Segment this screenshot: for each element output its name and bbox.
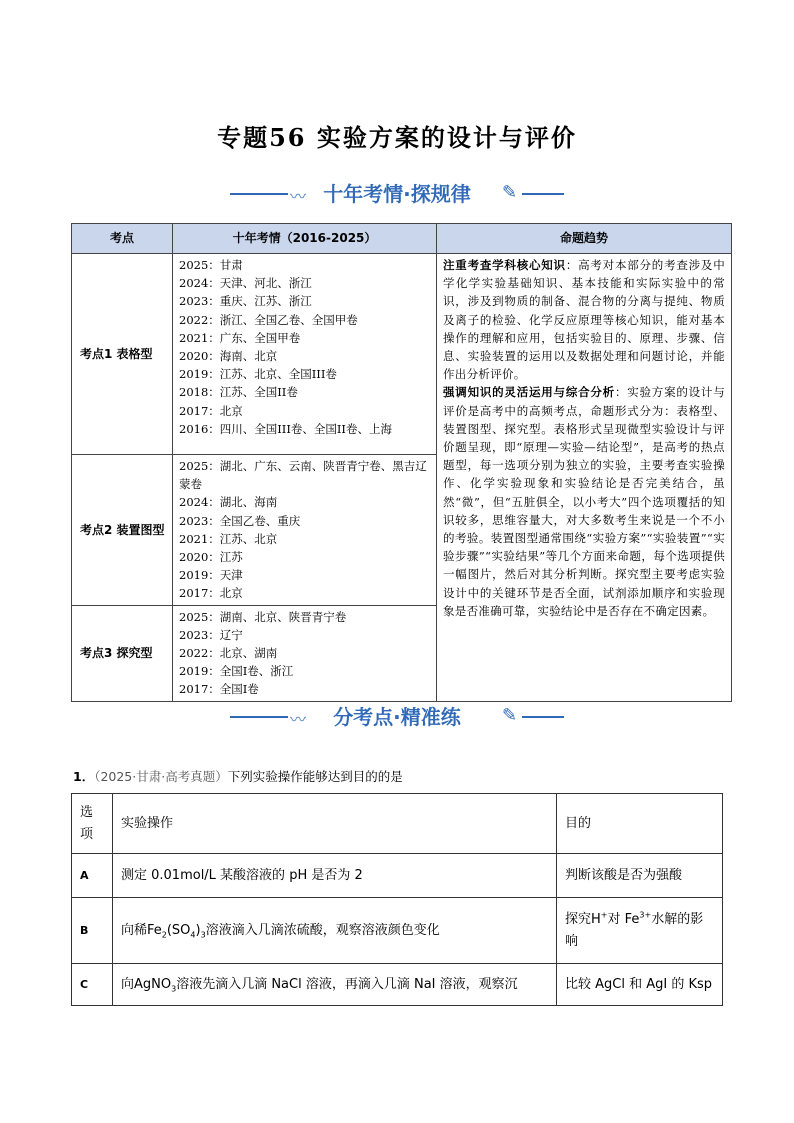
text-run: 溶液滴入几滴浓硫酸，观察溶液颜色变化: [205, 922, 440, 938]
header-operation-label: 实验操作: [121, 815, 174, 831]
header-cell: 十年考情（2016-2025）: [173, 224, 437, 254]
banner-title: 十年考情·探规律: [323, 182, 471, 206]
trend-table-header: [72, 224, 732, 254]
subscript: 3: [171, 984, 177, 994]
header-cell: [113, 794, 557, 854]
year-entry: 2024：湖北、海南: [179, 495, 278, 510]
option-row-a: [72, 854, 723, 898]
subscript: 2: [161, 930, 167, 940]
year-entry: 2025：湖南、北京、陕晋青宁卷: [179, 609, 347, 624]
question-stem: 下列实验操作能够达到目的的是: [227, 769, 403, 784]
header-cell: 考点: [72, 224, 173, 254]
option-row-b: [72, 898, 723, 964]
year-entry: 2019：江苏、北京、全国III卷: [179, 367, 337, 382]
year-entry: 2016：四川、全国III卷、全国II卷、上海: [179, 421, 392, 436]
year-entry: 2019：天津: [179, 568, 243, 583]
text-run: (SO: [166, 922, 191, 938]
year-entry: 2021：江苏、北京: [179, 531, 278, 546]
question-number: 1．: [73, 769, 95, 784]
option-goal: [557, 898, 723, 964]
year-entry: 2023：重庆、江苏、浙江: [179, 294, 312, 309]
trend-heading: 强调知识的灵活运用与综合分析: [443, 385, 615, 400]
banner-title: 分考点·精准练: [333, 705, 461, 729]
text-run: 向稀Fe: [121, 922, 162, 938]
superscript: +: [600, 910, 608, 920]
header-cell: [557, 794, 723, 854]
header-goal-label: 目的: [565, 815, 592, 831]
option-letter: B: [72, 898, 113, 964]
trend-cell: [437, 254, 732, 702]
wave-icon: 〰: [290, 710, 307, 729]
question-source: （2025·甘肃·高考真题）: [94, 769, 228, 784]
options-header: [72, 794, 723, 854]
year-entry: 2018：江苏、全国II卷: [179, 385, 298, 400]
subscript: 4: [190, 930, 196, 940]
year-entry: 2017：全国I卷: [179, 682, 259, 697]
year-entry: 2025：湖北、广东、云南、陕晋青宁卷、黑吉辽蒙卷: [179, 459, 427, 492]
year-entry: 2017：北京: [179, 586, 243, 601]
year-entry: 2024：天津、河北、浙江: [179, 276, 312, 291]
banner-line-right: [522, 193, 564, 195]
text-run: 向AgNO: [121, 976, 172, 992]
text-run: 溶液先滴入几滴 NaCl 溶液，再滴入几滴 NaI 溶液，观察沉: [176, 976, 518, 992]
subscript: 3: [200, 930, 206, 940]
year-entry: 2019：全国I卷、浙江: [179, 664, 294, 679]
year-entry: 2022：北京、湖南: [179, 646, 278, 661]
trend-table: [71, 223, 732, 702]
text-run: 对 Fe: [607, 911, 640, 927]
header-option-label: 选项: [80, 804, 94, 842]
year-entry: 2022：浙江、全国乙卷、全国甲卷: [179, 312, 358, 327]
trend-heading: 注重考查学科核心知识: [443, 258, 566, 272]
option-goal: 判断该酸是否为强酸: [557, 854, 723, 898]
page-title: 专题56 实验方案的设计与评价: [217, 123, 577, 152]
option-operation: 测定 0.01mol/L 某酸溶液的 pH 是否为 2: [113, 854, 557, 898]
superscript: 3+: [639, 910, 652, 920]
section-banner-trends: [230, 176, 564, 212]
header-cell: 命题趋势: [437, 224, 732, 254]
pen-icon: ✎: [502, 705, 518, 726]
kaodian-label: 考点3 探究型: [72, 605, 173, 701]
question-1: [73, 767, 403, 785]
option-row-c: [72, 964, 723, 1006]
kaodian-label: 考点1 表格型: [72, 254, 173, 455]
wave-icon: 〰: [290, 187, 307, 206]
pen-icon: ✎: [502, 182, 518, 203]
trend-body: ：高考对本部分的考查涉及中学化学实验基础知识、基本技能和实际实验中的常识，涉及到物质的制备、混合物的分离与提纯、物质及离子的检验、化学反应原理等核心知识，能对基本操作的理解和应用，包括实验目的、原理、步骤、信息、实验装置的运用以及数据处理和问题讨论，并能作出分析评价。: [443, 258, 726, 382]
trend-body: ：实验方案的设计与评价是高考中的高频考点，命题形式分为：表格型、装置图型、探究型。表格形式呈现微型实验设计与评价题呈现，即“原理—实验—结论型”，是高考的热点题型，每一选项分别为独立的实验，主要考查实验操作、化学实验现象和实验结论是否完美结合，虽然“微”，但“五脏俱全，以小考大”四个选项覆括的知识较多，思维容量大，对大多数考生来说是一个不小的考验。装置图型通常围绕“实验方案”“实验装置”“实验步骤”“实验结果”等几个方面来命题，每个选项提供一幅图片，然后对其分析判断。探究型主要考虑实验设计中的关键环节是否全面，试剂添加顺序和实验现象是否准确可靠，实验结论中是否存在不确定因素。: [443, 385, 726, 618]
text-run: ): [195, 922, 201, 938]
years-cell: [173, 605, 437, 701]
years-cell: [173, 254, 437, 455]
text-run: 探究H: [565, 911, 601, 927]
text-run: 水解的影响: [565, 911, 704, 949]
year-entry: 2020：海南、北京: [179, 349, 278, 364]
options-table: [71, 793, 723, 1006]
option-letter: A: [72, 854, 113, 898]
header-cell: [72, 794, 113, 854]
table-row: [72, 254, 732, 455]
years-cell: [173, 455, 437, 606]
year-entry: 2020：江苏: [179, 550, 243, 565]
year-entry: 2023：全国乙卷、重庆: [179, 513, 301, 528]
section-banner-practice: [230, 699, 564, 735]
year-entry: 2025：甘肃: [179, 258, 243, 272]
option-operation: [113, 964, 557, 1006]
kaodian-label: 考点2 装置图型: [72, 455, 173, 606]
banner-line-right: [522, 716, 564, 718]
option-letter: C: [72, 964, 113, 1006]
option-goal: 比较 AgCl 和 AgI 的 Ksp: [557, 964, 723, 1006]
year-entry: 2017：北京: [179, 403, 243, 418]
year-entry: 2023：辽宁: [179, 627, 243, 642]
option-operation: [113, 898, 557, 964]
year-entry: 2021：广东、全国甲卷: [179, 330, 301, 345]
